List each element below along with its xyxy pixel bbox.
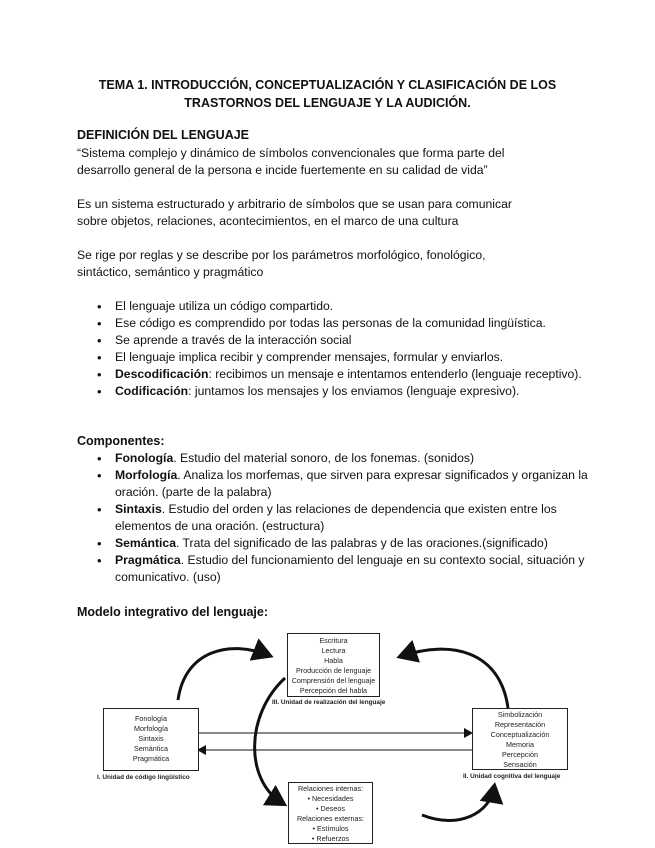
list-item: • El lenguaje implica recibir y comprender mensajes, formular y enviarlos.	[77, 349, 597, 366]
arrow-right-to-top	[402, 649, 508, 708]
list-item: • El lenguaje utiliza un código compartido.	[77, 298, 597, 315]
arrow-top-to-bottom	[255, 678, 285, 803]
linguistic-code-unit-box: Fonología Morfología Sintaxis Semántica Pragmática	[103, 708, 199, 771]
linguistic-code-unit-label: I. Unidad de código lingüístico	[97, 774, 190, 781]
definition-paragraph-2: Se rige por reglas y se describe por los parámetros morfológico, fonológico, sintáctico, semántico y pragmático	[77, 248, 486, 279]
realization-unit-box: Escritura Lectura Habla Producción de lenguaje Comprensión del lenguaje Percepción del habla	[287, 633, 380, 697]
list-item: • Descodificación: recibimos un mensaje e intentamos entenderlo (lenguaje receptivo).	[77, 366, 597, 383]
definition-paragraph-1: Es un sistema estructurado y arbitrario de símbolos que se usan para comunicar sobre objetos, relaciones, acontecimientos, en el marco de una cultura	[77, 197, 512, 228]
list-item: • Codificación: juntamos los mensajes y los enviamos (lenguaje expresivo).	[77, 383, 597, 400]
realization-unit-label: III. Unidad de realización del lenguaje	[272, 699, 386, 706]
arrow-left-to-top	[178, 649, 268, 700]
list-item: • Ese código es comprendido por todas las personas de la comunidad lingüística.	[77, 315, 597, 332]
definition-heading: DEFINICIÓN DEL LENGUAJE	[77, 128, 250, 142]
list-item: • Sintaxis. Estudio del orden y las relaciones de dependencia que existen entre los elementos de una oración. (estructura)	[77, 501, 597, 535]
list-item: • Se aprende a través de la interacción social	[77, 332, 597, 349]
list-item: • Pragmática. Estudio del funcionamiento del lenguaje en su contexto social, situación y comunicativo. (uso)	[77, 552, 597, 586]
cognitive-unit-box: Simbolización Representación Conceptualización Memoria Percepción Sensación	[472, 708, 568, 770]
definition-quote: “Sistema complejo y dinámico de símbolos convencionales que forma parte del desarrollo general de la persona e incide fuertemente en su calidad de vida”	[77, 146, 505, 177]
title-line-2: TRASTORNOS DEL LENGUAJE Y LA AUDICIÓN.	[184, 96, 471, 110]
title-line-1: TEMA 1. INTRODUCCIÓN, CONCEPTUALIZACIÓN Y CLASIFICACIÓN DE LOS	[98, 78, 557, 92]
list-item: • Semántica. Trata del significado de las palabras y de las oraciones.(significado)	[77, 535, 597, 552]
model-heading: Modelo integrativo del lenguaje:	[77, 605, 268, 619]
arrow-bottom-to-right	[422, 788, 494, 820]
relations-box: Relaciones internas: • Necesidades • Deseos Relaciones externas: • Estímulos • Refuerzos	[288, 782, 373, 844]
list-item: • Fonología. Estudio del material sonoro, de los fonemas. (sonidos)	[77, 450, 597, 467]
list-item: • Morfología. Analiza los morfemas, que sirven para expresar significados y organizan la oración. (parte de la palabra)	[77, 467, 597, 501]
cognitive-unit-label: II. Unidad cognitiva del lenguaje	[463, 773, 561, 780]
components-heading: Componentes:	[77, 434, 165, 448]
